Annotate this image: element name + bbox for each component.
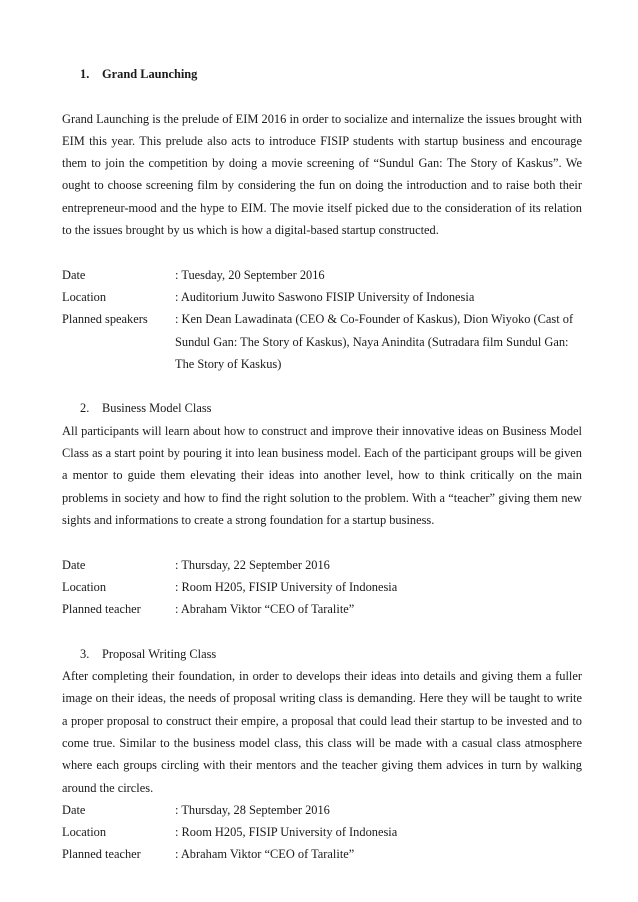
detail-value: : Auditorium Juwito Saswono FISIP University of Indonesia	[175, 289, 475, 304]
section-3-heading	[62, 643, 582, 665]
detail-label: Date	[62, 267, 86, 282]
detail-label: Planned teacher	[62, 602, 141, 617]
detail-row-date	[62, 554, 582, 576]
detail-label: Location	[62, 289, 107, 304]
detail-row-location	[62, 286, 582, 308]
section-1-body: Grand Launching is the prelude of EIM 2016 in order to socialize and internalize the issues brought with EIM this year. This prelude also acts to introduce FISIP students with startup business and encourage them to join the competition by doing a movie screening of “Sundul Gan: The Story of Kaskus”. We ought to choose screening film by considering the fun on doing the introduction and to raise both their entrepreneur-mood and the hype to EIM. The movie itself picked due to the consideration of its relation to the issues brought by us which is how a digital-based startup constructed.	[62, 111, 582, 238]
detail-value: : Room H205, FISIP University of Indonesia	[175, 579, 398, 594]
section-1-heading	[62, 63, 582, 85]
detail-label: Date	[62, 557, 86, 572]
section-number: 1.	[80, 67, 90, 81]
detail-value: : Ken Dean Lawadinata (CEO & Co-Founder of Kaskus), Dion Wiyoko (Cast of Sundul Gan: The Story of Kaskus), Naya Anindita (Sutradara film Sundul Gan: The Story of Kaskus)	[175, 312, 574, 371]
spacer	[62, 620, 582, 642]
detail-label: Location	[62, 825, 107, 840]
section-2-heading	[62, 397, 582, 419]
section-title: Business Model Class	[102, 401, 212, 416]
detail-label: Date	[62, 802, 86, 817]
detail-row-date	[62, 799, 582, 821]
spacer	[62, 85, 582, 107]
detail-value: : Room H205, FISIP University of Indonesia	[175, 825, 398, 840]
spacer	[62, 375, 582, 397]
detail-row-speakers	[62, 308, 582, 375]
spacer	[62, 241, 582, 263]
section-number: 3.	[80, 646, 90, 661]
spacer	[62, 531, 582, 553]
detail-row-location	[62, 821, 582, 843]
detail-row-location	[62, 576, 582, 598]
section-title: Proposal Writing Class	[102, 646, 217, 661]
detail-label: Planned speakers	[62, 312, 148, 327]
detail-value: : Abraham Viktor “CEO of Taralite”	[175, 847, 355, 862]
detail-value: : Abraham Viktor “CEO of Taralite”	[175, 602, 355, 617]
detail-label: Location	[62, 579, 107, 594]
detail-row-teacher	[62, 843, 582, 865]
detail-value: : Thursday, 22 September 2016	[175, 557, 330, 572]
section-number: 2.	[80, 401, 90, 416]
section-2-body: All participants will learn about how to construct and improve their innovative ideas on Business Model Class as a start point by pouring it into lean business model. Each of the participant groups will be given a mentor to guide them elevating their ideas into another level, how to think critically on the main problems in society and how to find the right solution to the problem. With a “teacher” giving them new sights and informations to create a strong foundation for a startup business.	[62, 423, 582, 527]
detail-value: : Tuesday, 20 September 2016	[175, 267, 325, 282]
detail-label: Planned teacher	[62, 847, 141, 862]
section-3-body: After completing their foundation, in order to develops their ideas into details and giving them a fuller image on their ideas, the needs of proposal writing class is demanding. Here they will be taught to write a proper proposal to construct their empire, a proposal that could lead their startup to be invested and to come true. Similar to the business model class, this class will be made with a casual class atmosphere where each groups circling with their mentors and the teacher giving them advices in turn by walking around the circles.	[62, 669, 582, 795]
document-content	[62, 63, 582, 866]
section-title: Grand Launching	[102, 67, 198, 81]
detail-row-date	[62, 264, 582, 286]
detail-row-teacher	[62, 598, 582, 620]
detail-value: : Thursday, 28 September 2016	[175, 802, 330, 817]
